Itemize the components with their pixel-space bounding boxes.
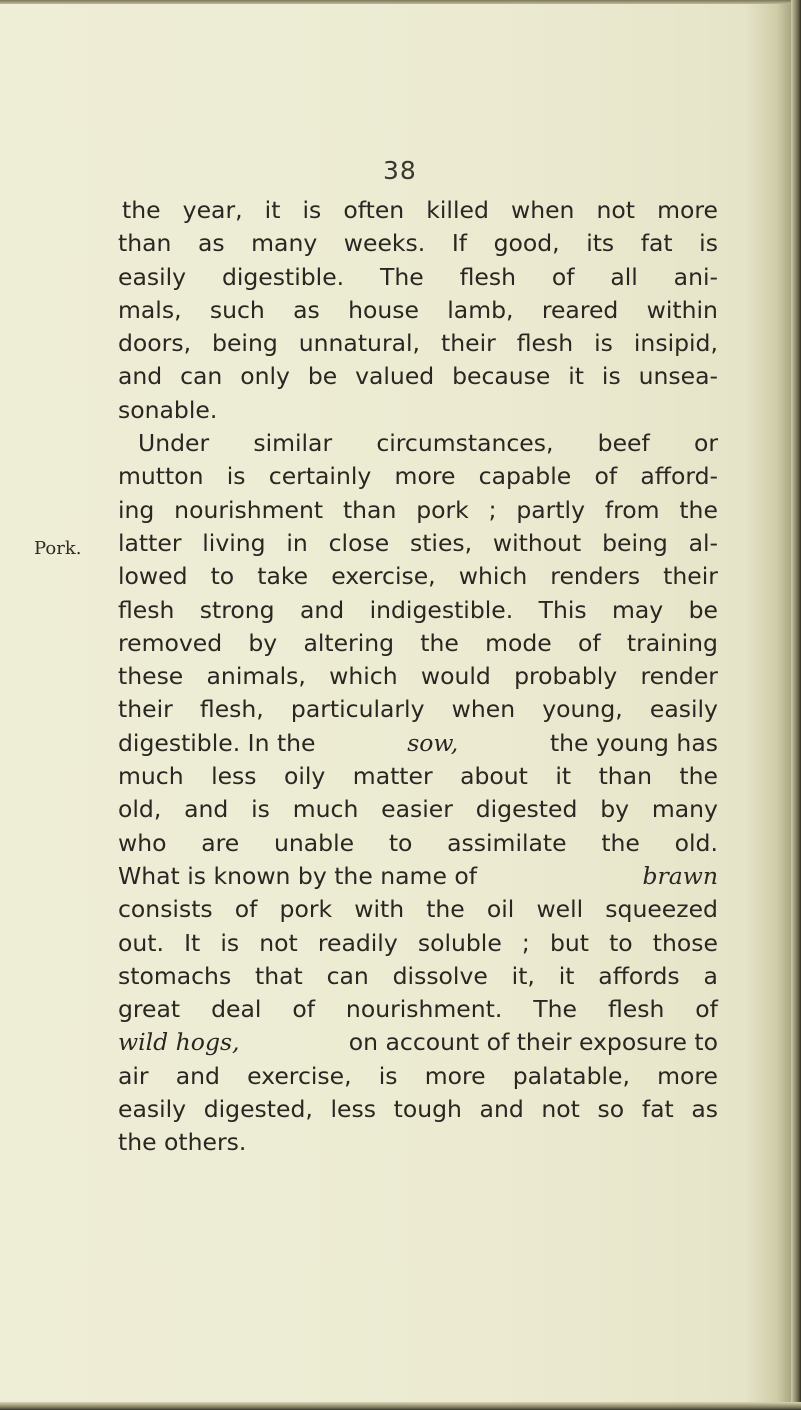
page-number: 38 (383, 156, 417, 185)
text-line: sonable. (118, 395, 218, 424)
text-line: mutton is certainly more capable of afford- (118, 462, 718, 491)
text-line: doors, being unnatural, their flesh is insipid, (118, 329, 718, 358)
text-line: than as many weeks. If good, its fat is (118, 229, 718, 258)
text-line: stomachs that can dissolve it, it affords a (118, 961, 718, 990)
text-line: lowed to take exercise, which renders their (118, 562, 718, 591)
body-text (118, 194, 718, 1160)
text-line: the others. (118, 1128, 247, 1157)
text-line: flesh strong and indigestible. This may be (118, 595, 718, 624)
text-line: their flesh, particularly when young, easily (118, 695, 718, 724)
text-segment: What is known by the name of (118, 861, 478, 890)
text-line (118, 727, 718, 760)
text-line: old, and is much easier digested by many (118, 795, 718, 824)
text-line: much less oily matter about it than the (118, 762, 718, 791)
italic-term: wild hogs, (118, 1028, 240, 1057)
text-line: easily digested, less tough and not so fat as (118, 1095, 718, 1124)
text-line: these animals, which would probably render (118, 662, 718, 691)
text-line (118, 860, 718, 893)
text-line: removed by altering the mode of training (118, 628, 718, 657)
text-line: Under similar circumstances, beef or (138, 429, 718, 458)
text-line: great deal of nourishment. The flesh of (118, 995, 718, 1024)
italic-term: sow, (407, 728, 459, 757)
page-bottom-edge (0, 1402, 801, 1410)
margin-note: Pork. (34, 538, 82, 559)
text-line: the year, it is often killed when not more (122, 196, 718, 224)
text-segment: the young has (549, 728, 718, 757)
page-top-edge (0, 0, 801, 4)
text-segment: digestible. In the (118, 728, 316, 757)
text-line: ing nourishment than pork ; partly from the (118, 495, 718, 524)
text-line: consists of pork with the oil well squeezed (118, 895, 718, 924)
text-line: and can only be valued because it is unsea- (118, 362, 718, 391)
text-line: air and exercise, is more palatable, more (118, 1061, 718, 1090)
italic-term: brawn (642, 861, 718, 890)
page-right-edge (791, 0, 801, 1410)
text-line: out. It is not readily soluble ; but to those (118, 928, 718, 957)
text-line: who are unable to assimilate the old. (118, 828, 718, 857)
text-segment: on account of their exposure to (348, 1028, 718, 1057)
text-line: mals, such as house lamb, reared within (118, 295, 718, 324)
text-line: latter living in close sties, without being al- (118, 528, 718, 557)
text-line (118, 1026, 718, 1059)
text-line: easily digestible. The flesh of all ani- (118, 262, 718, 291)
